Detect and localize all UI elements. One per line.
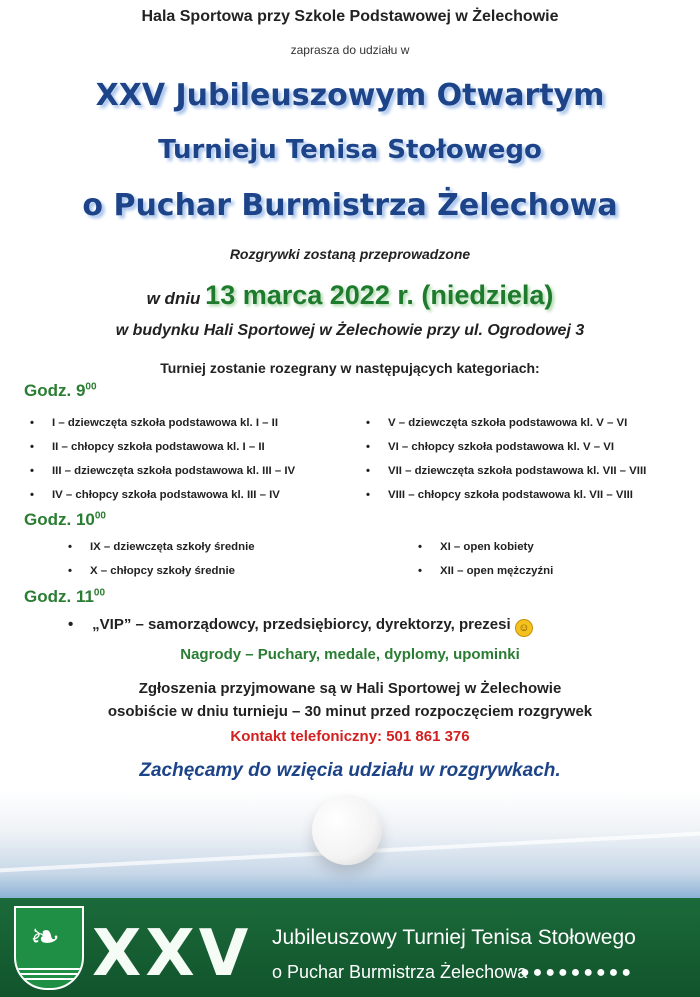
date-line [0, 280, 700, 311]
list-item: • II – chłopcy szkoła podstawowa kl. I – II [30, 438, 295, 462]
list-item: • VII – dziewczęta szkoła podstawowa kl. VII – VIII [366, 462, 646, 486]
entries-line-2: osobiście w dniu turnieju – 30 minut przed rozpoczęciem rozgrywek [107, 703, 593, 720]
venue-line: w budynku Hali Sportowej w Żelechowie przy ul. Ogrodowej 3 [115, 322, 585, 339]
list-item: • IX – dziewczęta szkoły średnie [68, 538, 255, 562]
bottom-banner [0, 898, 700, 997]
list-item: • X – chłopcy szkoły średnie [68, 562, 255, 586]
water-waves [16, 968, 82, 982]
session-10-left-list [68, 538, 255, 586]
list-item: • XII – open mężczyźni [418, 562, 553, 586]
categories-intro: Turniej zostanie rozegrany w następujących kategoriach: [160, 360, 540, 376]
list-item: • III – dziewczęta szkoła podstawowa kl. III – IV [30, 462, 295, 486]
session-time-10: Godz. $10^{00}$ [24, 510, 106, 529]
list-item: • V – dziewczęta szkoła podstawowa kl. V – VI [366, 414, 646, 438]
invite-line: zaprasza do udziału w [290, 43, 410, 57]
banner-roman-numeral: XXV [92, 917, 253, 991]
encourage-line: Zachęcamy do wzięcia udziału w rozgrywkach. [139, 760, 561, 781]
list-item: • IV – chłopcy szkoła podstawowa kl. III – IV [30, 486, 295, 510]
title-line-3: o Puchar Burmistrza Żelechowa [82, 188, 618, 223]
session-time-11: Godz. $11^{00}$ [24, 587, 106, 606]
session-10-right-list [418, 538, 553, 586]
contact-phone: Kontakt telefoniczny: 501 861 376 [230, 728, 470, 745]
session-9-left-list [30, 414, 295, 510]
session-9-right-list [366, 414, 646, 510]
banner-title: Jubileuszowy Turniej Tenisa Stołowego [272, 926, 636, 949]
vip-category [68, 616, 533, 637]
swan-icon: ❧ [30, 916, 61, 957]
banner-dots: ●●●●●●●●● [520, 964, 634, 981]
event-date: 13 marca 2022 r. (niedziela) [205, 280, 554, 310]
list-item: • I – dziewczęta szkoła podstawowa kl. I – II [30, 414, 295, 438]
banner-subtitle: o Puchar Burmistrza Żelechowa [272, 962, 528, 982]
ping-pong-ball-icon [312, 795, 382, 865]
prizes-line: Nagrody – Puchary, medale, dyplomy, upominki [180, 646, 520, 663]
title-line-2: Turnieju Tenisa Stołowego [158, 135, 542, 165]
date-prefix: w dniu [146, 289, 201, 308]
list-item: • XI – open kobiety [418, 538, 553, 562]
list-item: • VIII – chłopcy szkoła podstawowa kl. VII – VIII [366, 486, 646, 510]
session-time-9: Godz. $9^{00}$ [24, 381, 97, 400]
vip-text: „VIP” – samorządowcy, przedsiębiorcy, dyrektorzy, prezesi [92, 616, 511, 633]
played-line: Rozgrywki zostaną przeprowadzone [229, 246, 471, 262]
smiley-icon: ☺ [515, 619, 533, 637]
entries-line-1: Zgłoszenia przyjmowane są w Hali Sportowej w Żelechowie [138, 680, 562, 697]
host-line: Hala Sportowa przy Szkole Podstawowej w Żelechowie [141, 8, 559, 25]
list-item: • VI – chłopcy szkoła podstawowa kl. V – VI [366, 438, 646, 462]
swan-crest-icon [14, 906, 84, 990]
title-line-1: XXV Jubileuszowym Otwartym [95, 78, 605, 113]
